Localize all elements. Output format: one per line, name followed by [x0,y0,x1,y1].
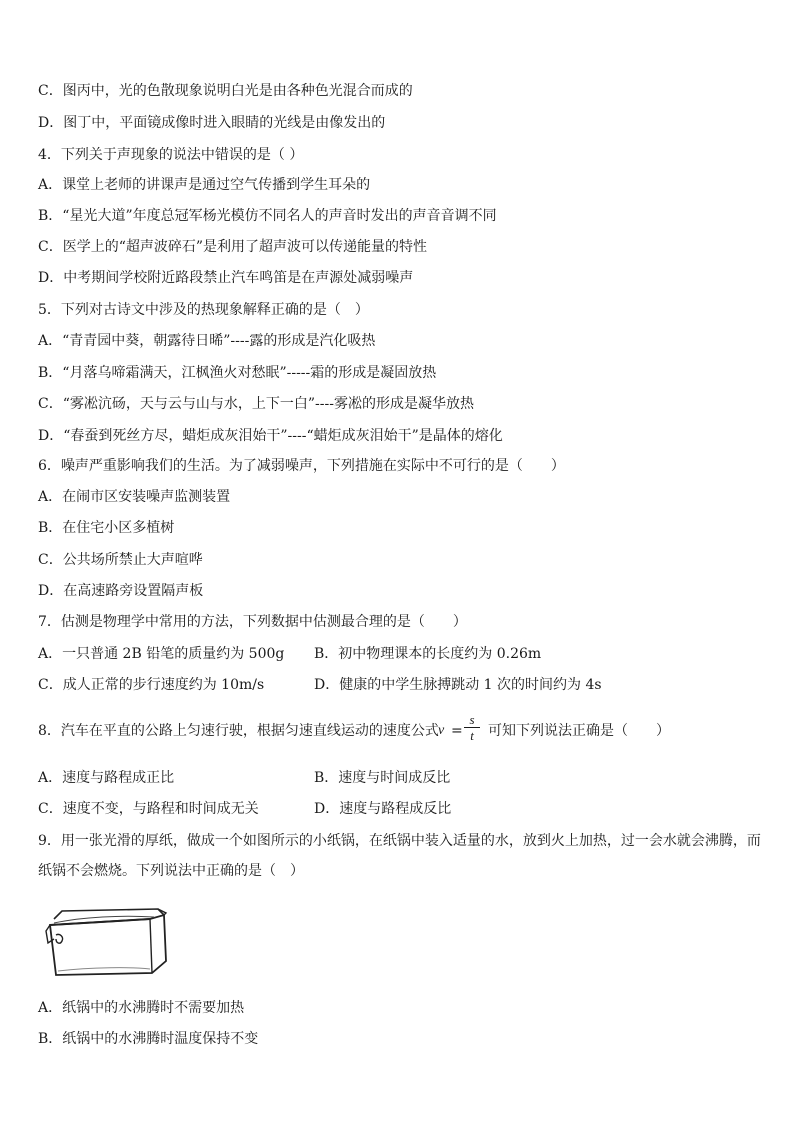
q8-option-c: C．速度不变，与路程和时间成无关 [38,801,259,817]
q9-option-a: A．纸锅中的水沸腾时不需要加热 [38,1000,245,1016]
q4-option-b: B．“星光大道”年度总冠军杨光模仿不同名人的声音时发出的声音音调不同 [38,208,497,224]
q6-stem: 6．噪声严重影响我们的生活。为了减弱噪声，下列措施在实际中不可行的是（ ） [38,458,565,474]
q8-stem-start: 8．汽车在平直的公路上匀速行驶，根据匀速直线运动的速度公式 [38,723,439,739]
q7-option-a: A．一只普通 2B 铅笔的质量约为 500g [38,646,285,662]
q3-option-d: D．图丁中，平面镜成像时进入眼睛的光线是由像发出的 [38,115,386,131]
q5-option-d: D．“春蚕到死丝方尽，蜡炬成灰泪始干”----“蜡炬成灰泪始干”是晶体的熔化 [38,428,503,444]
q8-formula-variable: v [438,723,445,738]
q7-option-c: C．成人正常的步行速度约为 10m/s [38,677,265,693]
q6-option-b: B．在住宅小区多植树 [38,520,175,536]
q8-option-a: A．速度与路程成正比 [38,770,175,786]
q7-option-d: D．健康的中学生脉搏跳动 1 次的时间约为 4s [314,677,602,693]
q5-option-a: A．“青青园中葵，朝露待日晞”----露的形成是汽化吸热 [38,333,376,349]
q8-stem-end: 可知下列说法正确是（ ） [488,723,670,739]
q5-option-c: C．“雾凇沆砀，天与云与山与水，上下一白”----雾凇的形成是凝华放热 [38,396,474,412]
q3-option-c: C．图丙中，光的色散现象说明白光是由各种色光混合而成的 [38,83,413,99]
q6-option-d: D．在高速路旁设置隔声板 [38,583,204,599]
q6-option-a: A．在闹市区安装噪声监测装置 [38,489,231,505]
q8-formula-fraction [462,712,482,743]
q8-formula-equals: = [451,723,463,739]
q6-option-c: C．公共场所禁止大声喧哗 [38,552,203,568]
q4-option-d: D．中考期间学校附近路段禁止汽车鸣笛是在声源处减弱噪声 [38,270,414,286]
q7-option-b: B．初中物理课本的长度约为 0.26m [314,646,542,662]
q9-stem-line1: 9．用一张光滑的厚纸，做成一个如图所示的小纸锅，在纸锅中装入适量的水，放到火上加热，过一会水就会沸腾，而 [38,833,761,849]
q8-formula-numerator: s [469,712,475,727]
q8-option-d: D．速度与路程成反比 [314,801,452,817]
q7-stem: 7．估测是物理学中常用的方法，下列数据中估测最合理的是（ ） [38,614,467,630]
q5-stem: 5．下列对古诗文中涉及的热现象解释正确的是（ ） [38,302,369,318]
q5-option-b: B．“月落乌啼霜满天，江枫渔火对愁眠”-----霜的形成是凝固放热 [38,365,437,381]
q9-stem-line2: 纸锅不会燃烧。下列说法中正确的是（ ） [38,863,304,879]
paper-pot-figure [42,905,170,977]
pot-back-rim [54,909,164,919]
q9-option-b: B．纸锅中的水沸腾时温度保持不变 [38,1031,259,1047]
q4-option-a: A．课堂上老师的讲课声是通过空气传播到学生耳朵的 [38,177,371,193]
q4-stem: 4．下列关于声现象的说法中错误的是（ ） [38,147,304,163]
q4-option-c: C．医学上的“超声波碎石”是利用了超声波可以传递能量的特性 [38,239,428,255]
q8-option-b: B．速度与时间成反比 [314,770,451,786]
q8-formula-denominator: t [470,728,474,743]
